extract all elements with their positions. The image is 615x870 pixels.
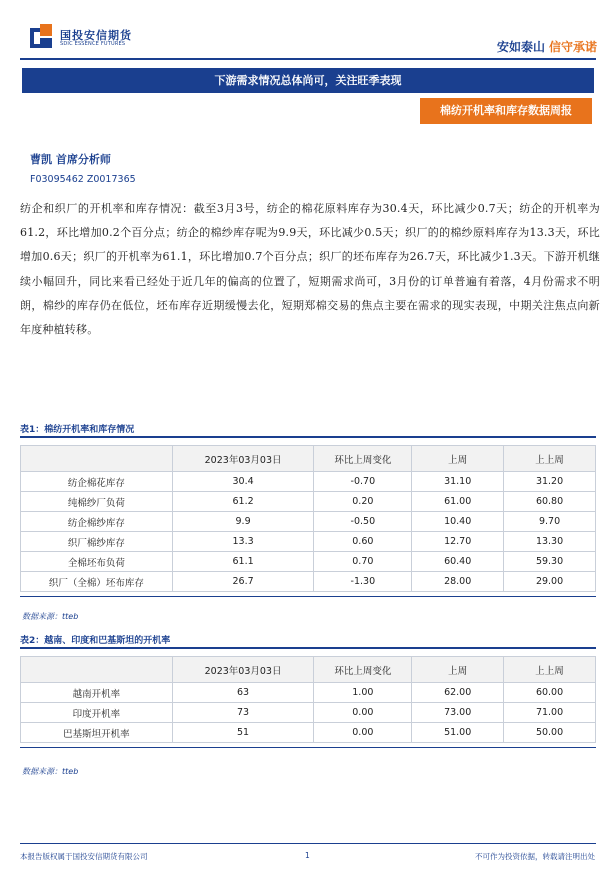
table-cell: 1.00 — [314, 683, 412, 703]
table-cell: 12.70 — [412, 532, 504, 552]
table-row — [21, 723, 596, 743]
table-row — [21, 572, 596, 592]
report-type-tag: 棉纺开机率和库存数据周报 — [420, 98, 592, 124]
table-row — [21, 492, 596, 512]
table-row — [21, 472, 596, 492]
table-cell: 13.30 — [504, 532, 596, 552]
table-cell: 9.9 — [172, 512, 314, 532]
footer-divider — [20, 843, 596, 844]
table2-title: 表2：越南、印度和巴基斯坦的开机率 — [20, 636, 171, 646]
page-number: 1 — [305, 851, 310, 860]
table-cell: 30.4 — [172, 472, 314, 492]
table-cell: 61.00 — [412, 492, 504, 512]
table-cell: 61.2 — [172, 492, 314, 512]
table-header-cell — [21, 446, 173, 472]
report-headline-banner: 下游需求情况总体尚可，关注旺季表现 — [22, 68, 594, 93]
header-divider — [20, 58, 596, 60]
table-row-label: 纺企棉花库存 — [21, 472, 173, 492]
table-cell: 0.00 — [314, 723, 412, 743]
table-header-cell: 上上周 — [504, 446, 596, 472]
table1-title: 表1：棉纺开机率和库存情况 — [20, 425, 135, 435]
table-header-cell: 环比上周变化 — [314, 657, 412, 683]
table-row-label: 纯棉纱厂负荷 — [21, 492, 173, 512]
slogan-part-2: 信守承诺 — [548, 40, 597, 54]
table-cell: 73.00 — [412, 703, 504, 723]
table-row — [21, 512, 596, 532]
table-header-row — [21, 657, 596, 683]
table-row-label: 全棉坯布负荷 — [21, 552, 173, 572]
table2-source: 数据来源：ttеb — [22, 767, 79, 776]
slogan-part-1: 安如泰山 — [496, 40, 545, 54]
logo-mark-icon — [30, 24, 54, 50]
table-row — [21, 683, 596, 703]
table-cell: 62.00 — [412, 683, 504, 703]
analyst-name: 曹凯 首席分析师 — [30, 153, 111, 166]
table-cell: 10.40 — [412, 512, 504, 532]
company-logo — [30, 24, 170, 54]
table-cell: 13.3 — [172, 532, 314, 552]
table-row-label: 纺企棉纱库存 — [21, 512, 173, 532]
table2-top-rule — [20, 647, 596, 649]
table-row — [21, 532, 596, 552]
table-cell: 51.00 — [412, 723, 504, 743]
table-cell: 61.1 — [172, 552, 314, 572]
table-header-cell: 2023年03月03日 — [172, 657, 314, 683]
table-row-label: 织厂（全棉）坯布库存 — [21, 572, 173, 592]
page-header — [0, 0, 615, 62]
table-header-cell: 上上周 — [504, 657, 596, 683]
table-cell: 59.30 — [504, 552, 596, 572]
table-cell: -0.50 — [314, 512, 412, 532]
table-cell: 51 — [172, 723, 314, 743]
table1-bottom-rule — [20, 596, 596, 597]
summary-paragraph: 纺企和织厂的开机率和库存情况：截至3月3号，纺企的棉花原料库存为30.4天，环比减少0.7天；纺企的开机率为61.2，环比增加0.2个百分点；纺企的棉纱库存呢为9.9天，环比减少0.5天；织厂的的棉纱原料库存为13.3天，环比增加0.6天；织厂的开机率为61.1，环比增加0.7个百分点；织厂的坯布库存为26.7天，环比减少1.3天。下游开机继续小幅回升，同比来看已经处于近几年的偏高的位置了，短期需求尚可，3月份的订单普遍有着落，4月份需求不明朗，棉纱的库存仍在低位，坯布库存近期缓慢去化，短期郑棉交易的焦点主要在需求的现实表现，中期关注焦点向新年度种植转移。 — [20, 202, 600, 337]
table-row-label: 越南开机率 — [21, 683, 173, 703]
table-cell: 71.00 — [504, 703, 596, 723]
table-cell: 26.7 — [172, 572, 314, 592]
table2-bottom-rule — [20, 747, 596, 748]
table-cell: 63 — [172, 683, 314, 703]
table-cell: -0.70 — [314, 472, 412, 492]
table-cell: 0.70 — [314, 552, 412, 572]
footer-copyright: 本报告版权属于国投安信期货有限公司 — [20, 852, 148, 861]
table-header-cell: 上周 — [412, 446, 504, 472]
table-row — [21, 703, 596, 723]
footer-disclaimer: 不可作为投资依据，转载请注明出处 — [475, 852, 595, 861]
table1 — [20, 445, 596, 592]
table1-source: 数据来源：tteb — [22, 612, 79, 621]
table-cell: 60.40 — [412, 552, 504, 572]
table1-top-rule — [20, 436, 596, 438]
table-header-cell: 2023年03月03日 — [172, 446, 314, 472]
logo-english-name: SDIC ESSENCE FUTURES — [60, 41, 126, 47]
table-row-label: 巴基斯坦开机率 — [21, 723, 173, 743]
logo-chinese-name: 国投安信期货 — [60, 29, 132, 42]
table2 — [20, 656, 596, 743]
table-cell: 28.00 — [412, 572, 504, 592]
table-cell: 29.00 — [504, 572, 596, 592]
table-cell: 31.10 — [412, 472, 504, 492]
table-cell: 50.00 — [504, 723, 596, 743]
company-slogan — [497, 38, 597, 55]
table-header-cell: 环比上周变化 — [314, 446, 412, 472]
analyst-licenses: F03095462 Z0017365 — [30, 174, 136, 185]
table-cell: 60.00 — [504, 683, 596, 703]
table-cell: 9.70 — [504, 512, 596, 532]
table-cell: 60.80 — [504, 492, 596, 512]
table-cell: 73 — [172, 703, 314, 723]
table-cell: 31.20 — [504, 472, 596, 492]
table-row-label: 印度开机率 — [21, 703, 173, 723]
table-cell: 0.00 — [314, 703, 412, 723]
table-cell: 0.60 — [314, 532, 412, 552]
table-header-cell: 上周 — [412, 657, 504, 683]
table-header-cell — [21, 657, 173, 683]
table-cell: 0.20 — [314, 492, 412, 512]
table-row — [21, 552, 596, 572]
table-cell: -1.30 — [314, 572, 412, 592]
table-row-label: 织厂棉纱库存 — [21, 532, 173, 552]
table-header-row — [21, 446, 596, 472]
